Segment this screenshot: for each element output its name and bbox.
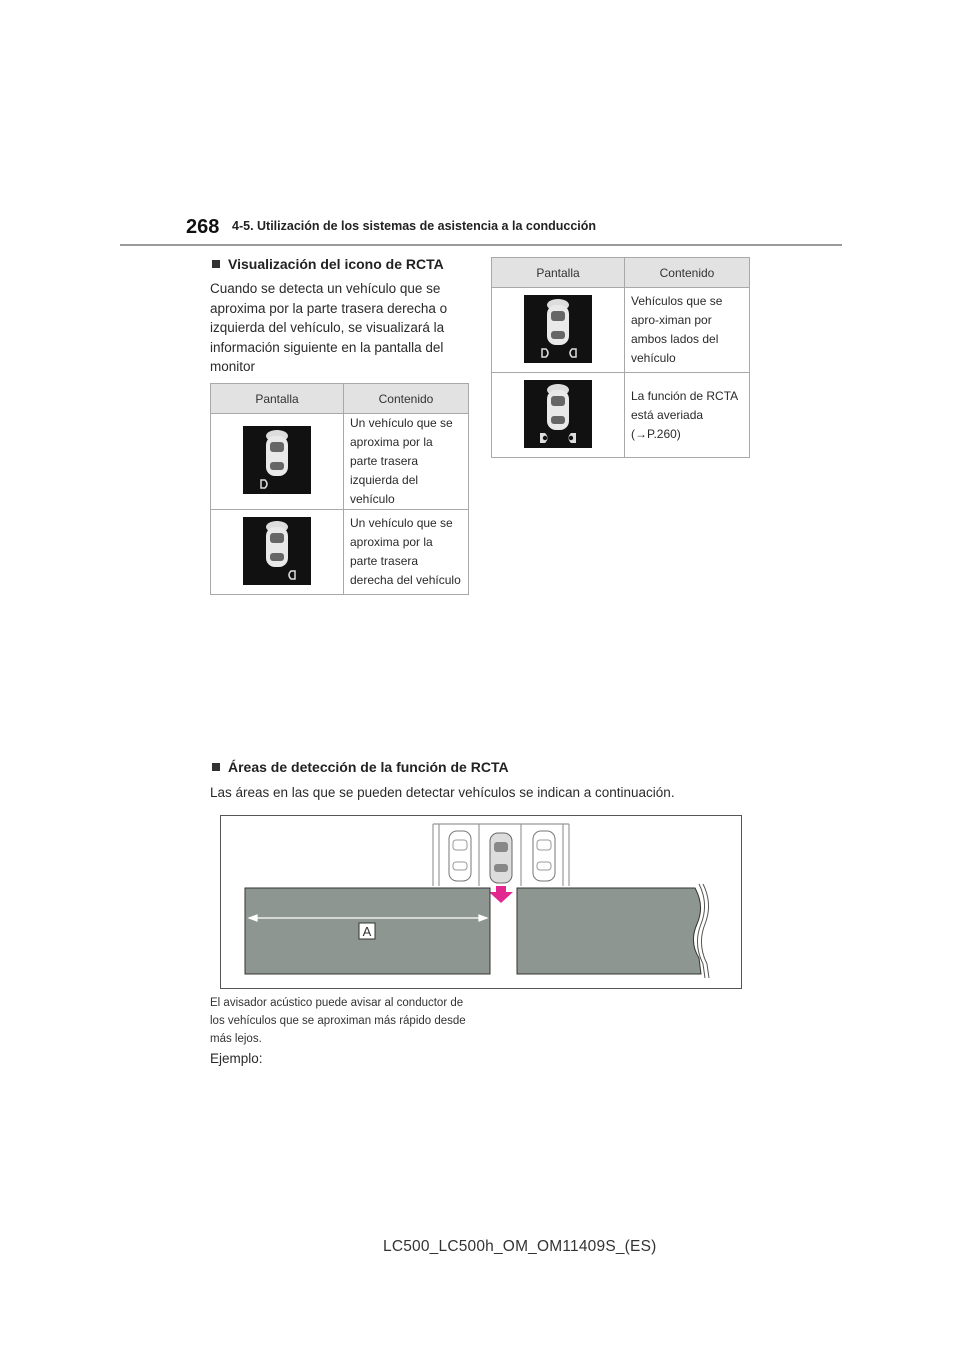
detection-area-diagram	[220, 815, 742, 989]
column-header-pantalla: Pantalla	[211, 384, 344, 414]
section-title: 4-5. Utilización de los sistemas de asistencia a la conducción	[232, 219, 597, 233]
section-heading-detection-areas	[212, 759, 509, 775]
table-cell-text: Un vehículo que se aproxima por la parte trasera derecha del vehículo	[344, 510, 469, 595]
display-table-right	[491, 257, 750, 458]
malfunction-text: La función de RCTA está averiada	[631, 388, 738, 422]
diagram-caption: El avisador acústico puede avisar al conductor de los vehículos que se aproximan más rápido desde más lejos.	[210, 997, 466, 1045]
table-row	[211, 414, 469, 510]
section-paragraph: Las áreas en las que se pueden detectar vehículos se indican a continuación.	[210, 785, 675, 800]
table-cell-text: Vehículos que se apro-ximan por ambos lados del vehículo	[625, 288, 750, 373]
page-number: 268	[186, 216, 220, 238]
table-row	[211, 510, 469, 595]
section-heading-text: Visualización del icono de RCTA	[228, 256, 444, 272]
area-label-a: A	[362, 924, 372, 939]
table-cell-text	[625, 373, 750, 458]
section-heading-rcta-icon	[212, 256, 444, 272]
header-divider	[120, 244, 842, 246]
square-bullet-icon	[212, 260, 220, 268]
section-paragraph: Cuando se detecta un vehículo que se aproxima por la parte trasera derecha o izquierda del vehículo, se visualizará la información siguiente en la pantalla del monitor	[210, 281, 448, 374]
column-header-contenido: Contenido	[344, 384, 469, 414]
monitor-screen-left-icon	[243, 426, 311, 494]
column-header-contenido: Contenido	[625, 258, 750, 288]
display-table-left	[210, 383, 469, 595]
section-heading-text: Áreas de detección de la función de RCTA	[228, 759, 509, 775]
monitor-screen-right-icon	[243, 517, 311, 585]
table-cell-text: Un vehículo que se aproxima por la parte trasera izquierda del vehículo	[344, 414, 469, 510]
monitor-screen-both-sides-icon	[524, 295, 592, 363]
square-bullet-icon	[212, 763, 220, 771]
detection-area-illustration	[221, 816, 741, 988]
table-row	[492, 288, 750, 373]
column-header-pantalla: Pantalla	[492, 258, 625, 288]
document-footer: LC500_LC500h_OM_OM11409S_(ES)	[383, 1238, 657, 1255]
example-label: Ejemplo:	[210, 1051, 263, 1066]
table-row	[492, 373, 750, 458]
page-reference-link[interactable]: (→P.260)	[631, 426, 681, 441]
monitor-screen-malfunction-icon	[524, 380, 592, 448]
